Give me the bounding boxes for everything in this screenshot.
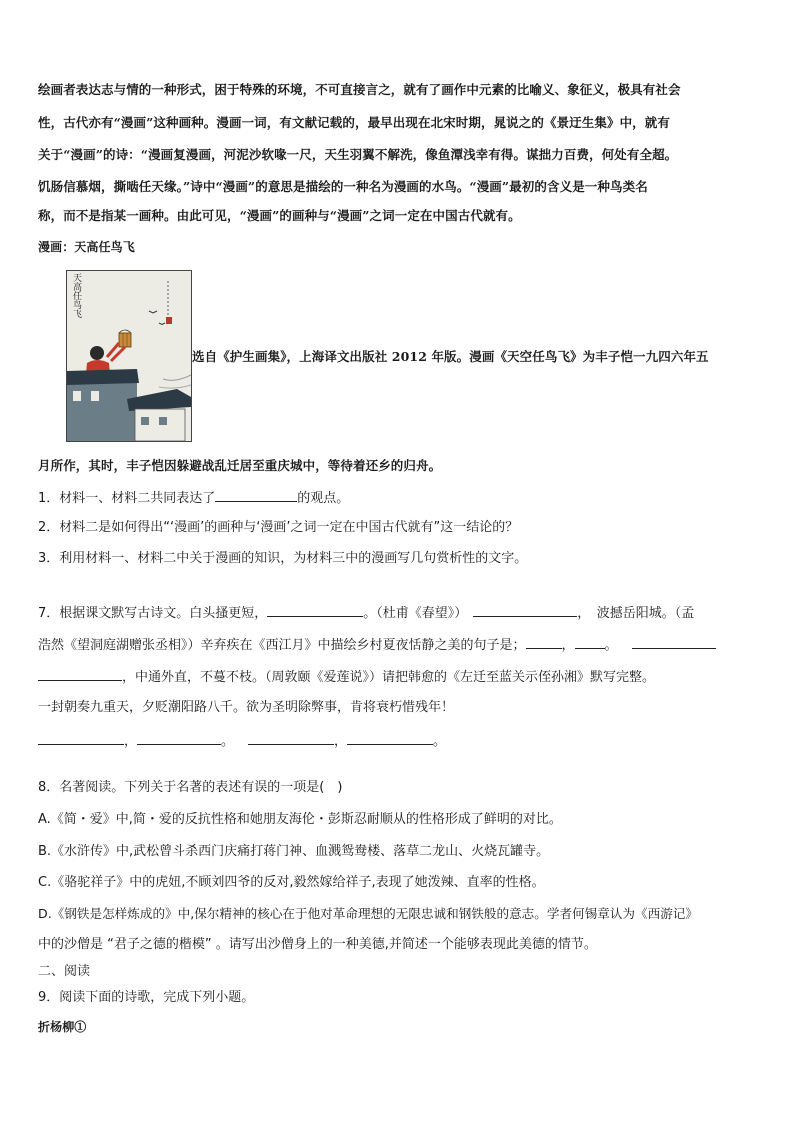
- illustration-caption: 选自《护生画集》，上海译文出版社 2012 年版。漫画《天空任鸟飞》为丰子恺一九四六年五: [192, 349, 709, 364]
- q7-sep-2: 。: [221, 734, 235, 749]
- question-7-line-3: [38, 666, 758, 688]
- q7-blank-3[interactable]: [526, 634, 562, 649]
- question-2: 2．材料二是如何得出“‘漫画’的画种与‘漫画’之词一定在中国古代就有”这一结论的？: [38, 520, 519, 535]
- question-1-stem: 1．材料一、材料二共同表达了: [38, 491, 216, 506]
- q7-text-3a: ，中通外直，不蔓不枝。（周敦颐《爱莲说》）请把韩愈的《左迁至蓝关示侄孙湘》默写完整。: [122, 670, 656, 685]
- question-8-option-c[interactable]: C.《骆驼祥子》中的虎妞,不顾刘四爷的反对,毅然嫁给祥子,表现了她泼辣、直率的性格。: [38, 875, 545, 890]
- illustration-caption-continued: 月所作，其时，丰子恺因躲避战乱迁居至重庆城中，等待着还乡的归舟。: [38, 458, 442, 473]
- question-1-tail: 的观点。: [297, 491, 350, 506]
- question-8-option-d[interactable]: D.《钢铁是怎样炼成的》中,保尔精神的核心在于他对革命理想的无限忠诚和钢铁般的意志。学者何锡章认为《西游记》: [38, 906, 698, 921]
- comic-illustration: [66, 270, 192, 442]
- q7-blank-10[interactable]: [347, 730, 433, 745]
- q7-sep-1: ，: [124, 734, 138, 749]
- q7-text-2a: 浩然《望洞庭湖赠张丞相》）辛弃疾在《西江月》中描绘乡村夏夜恬静之美的句子是；: [38, 638, 526, 653]
- question-9: 9．阅读下面的诗歌，完成下列小题。: [38, 990, 255, 1005]
- question-8-followup: 中的沙僧是 “君子之德的楷模” 。请写出沙僧身上的一种美德,并简述一个能够表现此美德的情节。: [38, 937, 597, 952]
- material-para-line-3: 关于“漫画”的诗：“漫画复漫画，河泥沙软喙一尺，天生羽翼不解洗，像鱼潭浅幸有得。谋拙力百费，何处有全超。: [38, 147, 678, 162]
- illustration-calligraphy: 天高任鸟飞: [73, 274, 83, 320]
- question-3: 3．利用材料一、材料二中关于漫画的知识，为材料三中的漫画写几句赏析性的文字。: [38, 551, 528, 566]
- q7-blank-5[interactable]: [632, 634, 716, 649]
- material-para-line-1: 绘画者表达志与情的一种形式，困于特殊的环境，不可直接言之，就有了画作中元素的比喻义、象征义，极具有社会: [38, 82, 681, 97]
- q7-blank-8[interactable]: [137, 730, 221, 745]
- question-7-line-5: [38, 730, 758, 752]
- q7-sep-3: ，: [334, 734, 348, 749]
- q7-blank-6[interactable]: [38, 666, 122, 681]
- q7-text-2b: ，: [561, 638, 575, 653]
- q7-text-2c: 。: [604, 638, 618, 653]
- q7-blank-9[interactable]: [248, 730, 334, 745]
- poem-title: 折杨柳①: [38, 1020, 87, 1034]
- q7-sep-4: 。: [433, 734, 447, 749]
- q7-text-1b: 。（杜甫《春望》）: [363, 606, 468, 621]
- q7-text-1a: 7．根据课文默写古诗文。白头搔更短，: [38, 606, 268, 621]
- question-1: [38, 487, 758, 509]
- material3-title: 漫画：天高任鸟飞: [38, 240, 135, 254]
- question-1-blank[interactable]: [215, 487, 297, 502]
- section-heading-reading: 二、阅读: [38, 964, 91, 979]
- q7-blank-7[interactable]: [38, 730, 124, 745]
- question-8-option-a[interactable]: A.《简・爱》中,简・爱的反抗性格和她朋友海伦・彭斯忍耐顺从的性格形成了鲜明的对比。: [38, 812, 562, 827]
- material-para-line-4: 饥肠信慕烟，撕啮任天缘。”诗中“漫画”的意思是描绘的一种名为漫画的水鸟。“漫画”最初的含义是一种鸟类名: [38, 179, 648, 194]
- q7-blank-4[interactable]: [575, 634, 605, 649]
- q7-blank-2[interactable]: [473, 602, 577, 617]
- question-8-stem: 8．名著阅读。下列关于名著的表述有误的一项是( ): [38, 780, 343, 795]
- material-para-line-2: 性，古代亦有“漫画”这种画种。漫画一词，有文献记载的，最早出现在北宋时期，晁说之的《景迂生集》中，就有: [38, 115, 670, 130]
- q7-blank-1[interactable]: [267, 602, 363, 617]
- question-8-option-b[interactable]: B.《水浒传》中,武松曾斗杀西门庆痛打蒋门神、血溅鸳鸯楼、落草二龙山、火烧瓦罐寺。: [38, 844, 550, 859]
- q7-text-1c: ， 波撼岳阳城。（孟: [577, 606, 695, 621]
- material-para-line-5: 称，而不是指某一画种。由此可见，“漫画”的画种与“漫画”之词一定在中国古代就有。: [38, 208, 521, 223]
- question-7-line-1: [38, 602, 758, 624]
- question-7-line-4: 一封朝奏九重天，夕贬潮阳路八千。欲为圣明除弊事，肯将衰朽惜残年！: [38, 700, 455, 715]
- question-7-line-2: [38, 634, 758, 656]
- comic-drawing: [67, 271, 191, 441]
